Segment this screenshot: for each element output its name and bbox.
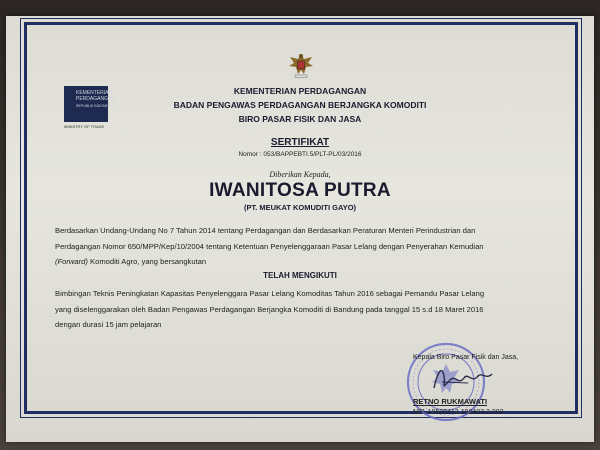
legal-basis-line2: Perdagangan Nomor 650/MPP/Kep/10/2004 tentang Ketentuan Penyelenggaraan Pasar Lelang dengan Penyerahan Kemudian — [55, 241, 484, 251]
header-bureau: BIRO PASAR FISIK DAN JASA — [238, 114, 362, 124]
paragraph-legal-basis — [55, 223, 550, 270]
handwritten-signature-icon — [428, 362, 498, 396]
forward-term: (Forward) — [55, 257, 88, 266]
paragraph-training — [55, 286, 550, 333]
signatory-nip: NIP. 19590413.198403.2.002 — [413, 409, 504, 416]
header-agency: BADAN PENGAWAS PERDAGANGAN BERJANGKA KOMODITI — [173, 100, 427, 110]
ministry-logo-line1: KEMENTERIAN — [76, 90, 113, 96]
given-to-label: Diberikan Kepada, — [269, 170, 331, 179]
section-heading: TELAH MENGIKUTI — [263, 271, 337, 280]
training-line1: Bimbingan Teknis Peningkatan Kapasitas Penyelenggara Pasar Lelang Komoditas Tahun 2016 sebagai Pemandu Pasar Lelang — [55, 289, 485, 298]
legal-basis-line3-rest: Komoditi Agro, yang bersangkutan — [87, 257, 207, 266]
certificate-title: SERTIFIKAT — [270, 137, 330, 148]
training-line2: yang diselenggarakan oleh Badan Pengawas Perdagangan Berjangka Komoditi di Bandung pada tanggal 15 s.d 18 Maret 2016 — [55, 304, 484, 314]
signatory-name: RETNO RUKMAWATI — [413, 397, 488, 406]
certificate-number: Nomor : 053/BAPPEBTI.5/PLT-PL/03/2016 — [238, 151, 362, 158]
training-line3: dengan durasi 15 jam pelajaran — [55, 320, 162, 329]
header-ministry: KEMENTERIAN PERDAGANGAN — [233, 86, 367, 96]
recipient-company: (PT. MEUKAT KOMUDITI GAYO) — [243, 203, 357, 212]
ministry-logo-line3: REPUBLIK INDONESIA — [76, 104, 114, 108]
ministry-logo-subtitle: MINISTRY OF TRADE — [64, 124, 105, 129]
legal-basis-line1: Berdasarkan Undang-Undang No 7 Tahun 2014 tentang Perdagangan dan Berdasarkan Peraturan Menteri Perindustrian dan — [55, 226, 476, 235]
recipient-name: IWANITOSA PUTRA — [209, 180, 391, 201]
garuda-emblem-icon — [286, 50, 316, 80]
ministry-logo-line2: PERDAGANGAN — [76, 96, 115, 102]
signatory-title: Kepala Biro Pasar Fisik dan Jasa, — [413, 354, 519, 361]
legal-basis-line3 — [55, 254, 550, 270]
